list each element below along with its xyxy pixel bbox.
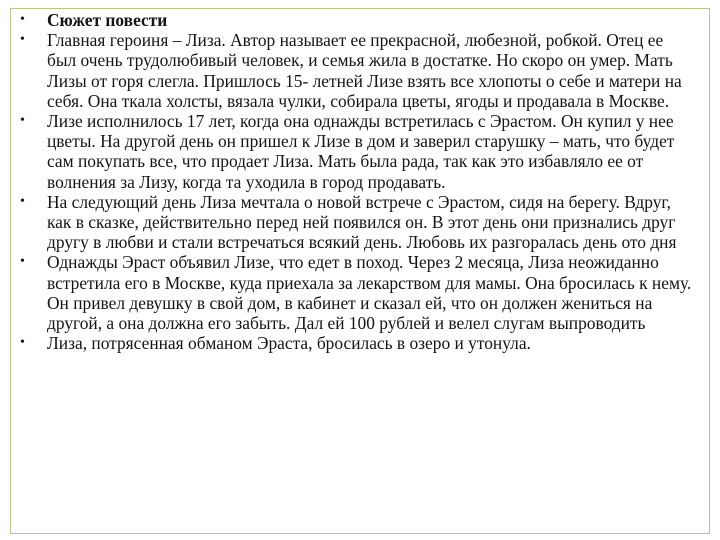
bullet-item — [20, 333, 696, 353]
bullet-icon: • — [20, 32, 25, 48]
bullet-item — [20, 111, 696, 192]
bullet-item — [20, 252, 696, 333]
bullet-icon: • — [20, 113, 25, 129]
bullet-item — [20, 192, 696, 253]
bullet-text: Лиза, потрясенная обманом Эраста, бросилась в озеро и утонула. — [47, 333, 531, 354]
bullet-icon: • — [20, 254, 25, 270]
bullet-text: На следующий день Лиза мечтала о новой встрече с Эрастом, сидя на берегу. Вдруг, как в сказке, действительно перед ней появился он. В этот день они признались друг другу в любви и стали встречаться всякий день. Любовь их разгоралась день ото дня — [47, 191, 677, 253]
bullet-text: Лизе исполнилось 17 лет, когда она однажды встретилась с Эрастом. Он купил у нее цветы. На другой день он пришел к Лизе в дом и заверил старушку – мать, что будет сам покупать все, что продает Лиза. Мать была рада, так как это избавляло ее от волнения за Лизу, когда та уходила в город продавать. — [47, 111, 675, 192]
bullet-icon: • — [20, 193, 25, 209]
bullet-icon: • — [20, 12, 25, 27]
bullet-list — [20, 10, 696, 353]
bullet-text: Однажды Эраст объявил Лизе, что едет в поход. Через 2 месяца, Лиза неожиданно встретила его в Москве, куда приехала за лекарством для мамы. Она бросилась к нему. Он привел девушку в свой дом, в кабинет и сказал ей, что он должен жениться на другой, а она должна его забыть. Дал ей 100 рублей и велел слугам выпроводить — [47, 252, 692, 334]
bullet-text: Сюжет повести — [47, 10, 168, 30]
bullet-item — [20, 30, 696, 111]
bullet-item-title — [20, 10, 696, 30]
bullet-text: Главная героиня – Лиза. Автор называет ее прекрасной, любезной, робкой. Отец ее был очень трудолюбивый человек, и семья жила в достатке. Но скоро он умер. Мать Лизы от горя слегла. Пришлось 15- летней Лизе взять все хлопоты о себе и матери на себя. Она ткала холсты, вязала чулки, собирала цветы, ягоды и продавала в Москве. — [47, 30, 682, 111]
bullet-icon: • — [20, 335, 25, 351]
